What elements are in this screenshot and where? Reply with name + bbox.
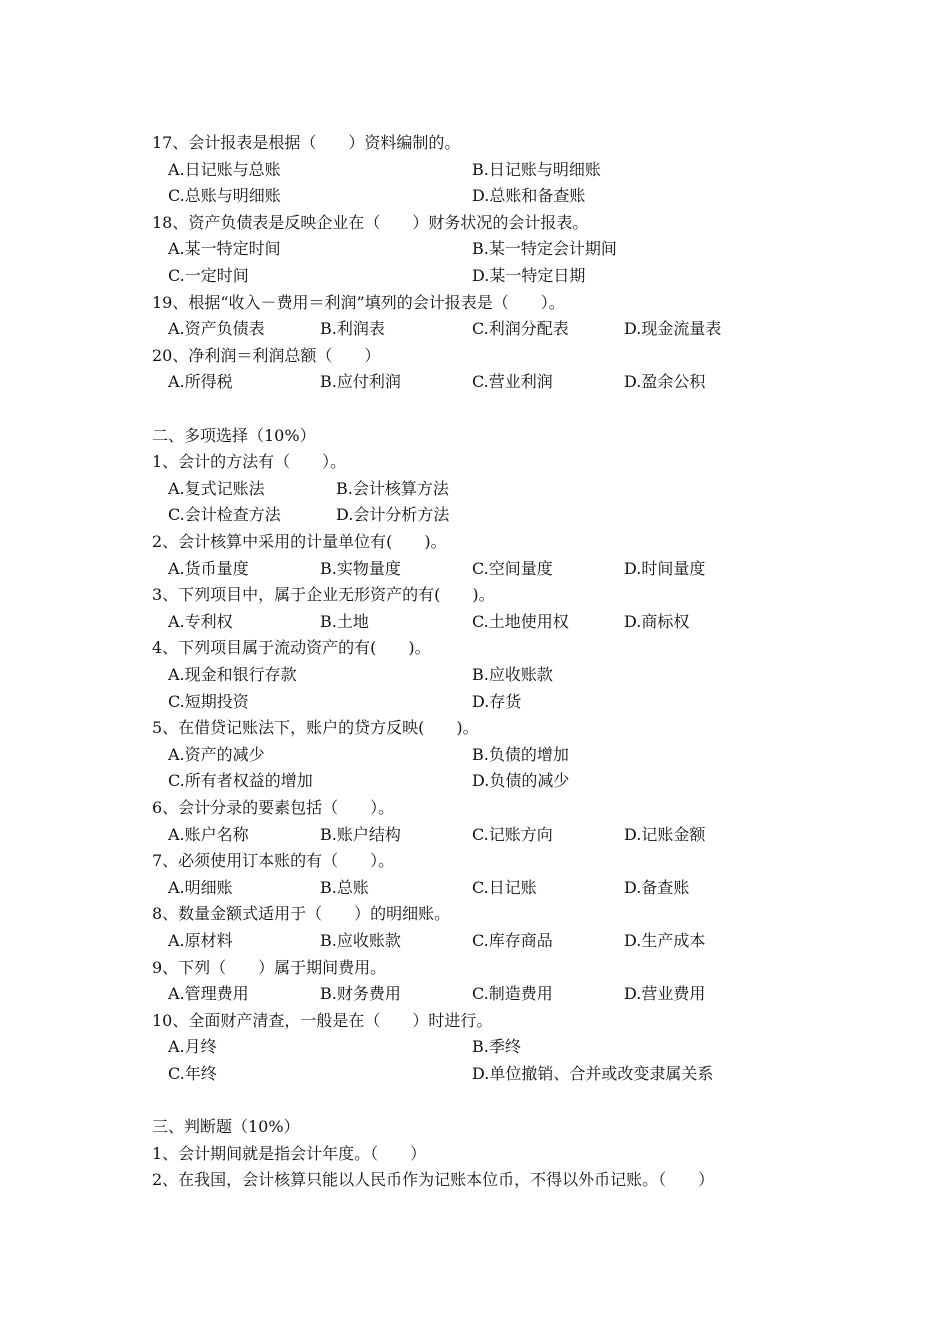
answer-option: A.资产的减少 (168, 745, 265, 764)
question-text: 9、下列（ ）属于期间费用。 (152, 958, 387, 977)
answer-option: B.总账 (320, 878, 369, 897)
answer-option: B.实物量度 (320, 559, 401, 578)
answer-option: C.记账方向 (472, 825, 553, 844)
answer-option: B.利润表 (320, 319, 385, 338)
question-text: 10、全面财产清查，一般是在（ ）时进行。 (152, 1011, 493, 1030)
answer-option: B.应收账款 (320, 931, 401, 950)
answer-option: A.月终 (168, 1037, 217, 1056)
answer-option: B.会计核算方法 (336, 479, 449, 498)
answer-option: B.土地 (320, 612, 369, 631)
question-text: 20、净利润＝利润总额（ ） (152, 346, 381, 365)
question-text: 8、数量金额式适用于（ ）的明细账。 (152, 904, 451, 923)
answer-option: A.现金和银行存款 (168, 665, 297, 684)
answer-option: C.土地使用权 (472, 612, 569, 631)
answer-option: B.日记账与明细账 (472, 160, 601, 179)
question-text: 1、会计的方法有（ ）。 (152, 452, 347, 471)
answer-option: D.记账金额 (624, 825, 706, 844)
answer-option: D.时间量度 (624, 559, 706, 578)
answer-option: A.账户名称 (168, 825, 249, 844)
answer-option: C.所有者权益的增加 (168, 771, 313, 790)
answer-option: A.资产负债表 (168, 319, 265, 338)
answer-option: A.专利权 (168, 612, 233, 631)
question-text: 2、会计核算中采用的计量单位有( )。 (152, 532, 447, 551)
answer-option: D.某一特定日期 (472, 266, 586, 285)
answer-option: A.某一特定时间 (168, 239, 281, 258)
answer-option: A.原材料 (168, 931, 233, 950)
answer-option: C.会计检查方法 (168, 505, 281, 524)
answer-option: D.备查账 (624, 878, 690, 897)
answer-option: D.现金流量表 (624, 319, 722, 338)
answer-option: A.所得税 (168, 372, 233, 391)
answer-option: A.货币量度 (168, 559, 249, 578)
answer-option: A.明细账 (168, 878, 233, 897)
answer-option: D.负债的减少 (472, 771, 570, 790)
answer-option: D.单位撤销、合并或改变隶属关系 (472, 1064, 714, 1083)
answer-option: C.一定时间 (168, 266, 249, 285)
answer-option: B.某一特定会计期间 (472, 239, 617, 258)
answer-option: B.应付利润 (320, 372, 401, 391)
answer-option: D.总账和备查账 (472, 186, 586, 205)
answer-option: D.商标权 (624, 612, 690, 631)
answer-option: C.日记账 (472, 878, 537, 897)
answer-option: C.年终 (168, 1064, 217, 1083)
question-text: 1、会计期间就是指会计年度。（ ） (152, 1144, 427, 1163)
section-heading: 三、判断题（10%） (152, 1117, 300, 1136)
answer-option: A.日记账与总账 (168, 160, 281, 179)
question-text: 5、在借贷记账法下，账户的贷方反映( )。 (152, 718, 479, 737)
question-text: 7、必须使用订本账的有（ ）。 (152, 851, 395, 870)
question-text: 2、在我国，会计核算只能以人民币作为记账本位币，不得以外币记账。（ ） (152, 1170, 715, 1189)
answer-option: C.利润分配表 (472, 319, 569, 338)
answer-option: C.制造费用 (472, 984, 553, 1003)
question-text: 19、根据“收入－费用＝利润”填列的会计报表是（ ）。 (152, 293, 565, 312)
answer-option: D.会计分析方法 (336, 505, 450, 524)
question-text: 18、资产负债表是反映企业在（ ）财务状况的会计报表。 (152, 213, 589, 232)
question-text: 3、下列项目中，属于企业无形资产的有( )。 (152, 585, 495, 604)
question-text: 6、会计分录的要素包括（ ）。 (152, 798, 395, 817)
section-heading: 二、多项选择（10%） (152, 426, 316, 445)
answer-option: C.库存商品 (472, 931, 553, 950)
answer-option: B.财务费用 (320, 984, 401, 1003)
answer-option: A.复式记账法 (168, 479, 265, 498)
answer-option: B.负债的增加 (472, 745, 569, 764)
answer-option: B.账户结构 (320, 825, 401, 844)
answer-option: A.管理费用 (168, 984, 249, 1003)
answer-option: C.总账与明细账 (168, 186, 281, 205)
answer-option: D.存货 (472, 692, 522, 711)
answer-option: B.应收账款 (472, 665, 553, 684)
answer-option: D.营业费用 (624, 984, 706, 1003)
answer-option: C.短期投资 (168, 692, 249, 711)
question-text: 17、会计报表是根据（ ）资料编制的。 (152, 133, 461, 152)
answer-option: B.季终 (472, 1037, 521, 1056)
answer-option: C.营业利润 (472, 372, 553, 391)
answer-option: C.空间量度 (472, 559, 553, 578)
answer-option: D.盈余公积 (624, 372, 706, 391)
question-text: 4、下列项目属于流动资产的有( )。 (152, 638, 431, 657)
answer-option: D.生产成本 (624, 931, 706, 950)
